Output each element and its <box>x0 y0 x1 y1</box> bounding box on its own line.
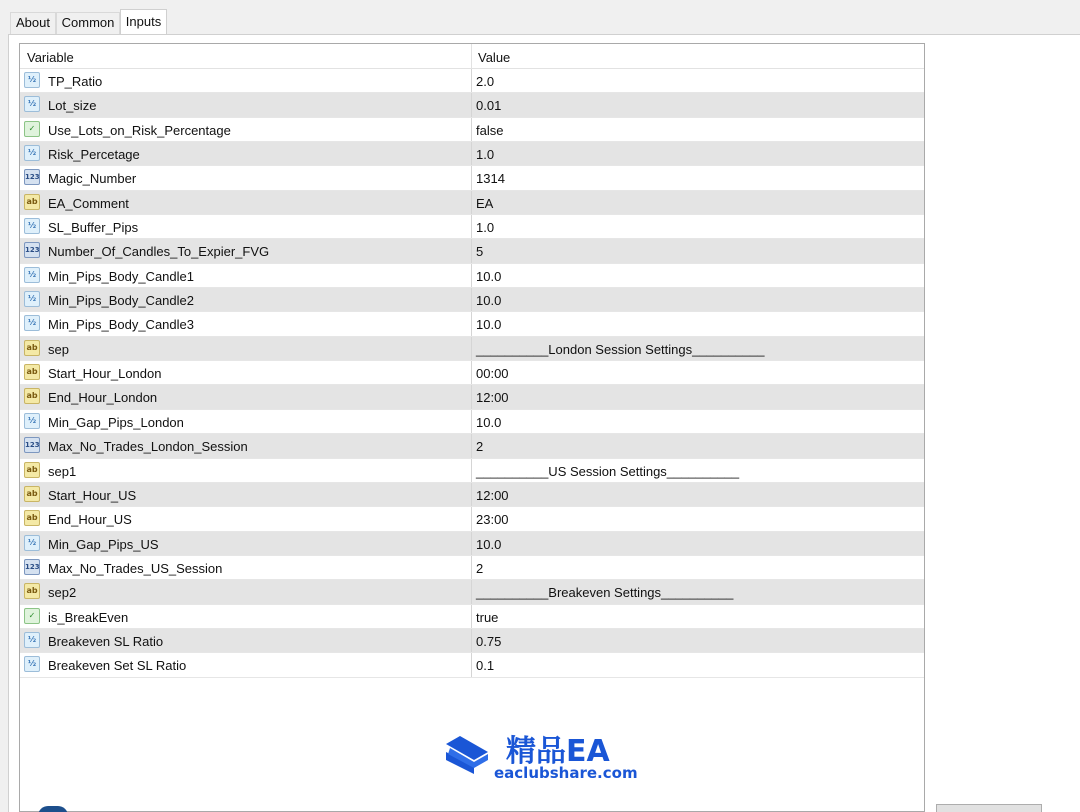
variable-cell <box>20 191 472 214</box>
variable-cell <box>20 532 472 555</box>
table-row[interactable] <box>20 605 924 629</box>
str-type-icon: ab <box>24 194 40 210</box>
variable-cell <box>20 605 472 628</box>
variable-value[interactable]: 10.0 <box>476 317 502 333</box>
variable-cell <box>20 312 472 335</box>
watermark-title: 精品EA <box>506 734 610 769</box>
variable-value[interactable]: 0.1 <box>476 658 495 674</box>
variable-cell <box>20 653 472 676</box>
variable-name: Use_Lots_on_Risk_Percentage <box>48 122 231 138</box>
double-type-icon: ½ <box>24 656 40 672</box>
variable-cell <box>20 288 472 311</box>
variable-name: Max_No_Trades_US_Session <box>48 560 223 576</box>
variable-value[interactable]: 10.0 <box>476 293 502 309</box>
variable-name: is_BreakEven <box>48 609 129 625</box>
variable-cell <box>20 337 472 360</box>
double-type-icon: ½ <box>24 315 40 331</box>
str-type-icon: ab <box>24 364 40 380</box>
variable-name: End_Hour_US <box>48 512 132 528</box>
bottom-button[interactable] <box>936 804 1042 812</box>
book-logo-icon <box>444 730 492 776</box>
table-row[interactable] <box>20 337 924 361</box>
variable-cell <box>20 166 472 189</box>
double-type-icon: ½ <box>24 145 40 161</box>
variable-name: TP_Ratio <box>48 74 103 89</box>
column-header-value[interactable]: Value <box>478 50 511 65</box>
int-type-icon: 123 <box>24 437 40 453</box>
variable-value[interactable]: false <box>476 122 504 138</box>
table-header <box>20 44 924 69</box>
variable-name: Min_Gap_Pips_US <box>48 536 159 552</box>
double-type-icon: ½ <box>24 291 40 307</box>
table-row[interactable] <box>20 288 924 312</box>
watermark-url: eaclubshare.com <box>494 764 638 782</box>
variable-value[interactable]: 23:00 <box>476 512 509 528</box>
variable-value[interactable]: 1314 <box>476 171 505 187</box>
variable-value[interactable]: __________London Session Settings__________ <box>476 341 765 357</box>
variable-cell <box>20 69 472 92</box>
variable-value[interactable]: 5 <box>476 244 484 260</box>
variable-name: Lot_size <box>48 98 97 114</box>
bool-type-icon: ✓ <box>24 121 40 137</box>
str-type-icon: ab <box>24 486 40 502</box>
variable-name: Max_No_Trades_London_Session <box>48 439 248 455</box>
variable-name: Start_Hour_US <box>48 487 137 503</box>
variable-cell <box>20 410 472 433</box>
variable-value[interactable]: 0.01 <box>476 98 502 114</box>
table-row[interactable] <box>20 361 924 385</box>
variable-cell <box>20 239 472 262</box>
variable-cell <box>20 215 472 238</box>
table-row[interactable] <box>20 385 924 409</box>
inputs-table <box>19 43 925 812</box>
variable-cell <box>20 459 472 482</box>
table-row[interactable] <box>20 580 924 604</box>
double-type-icon: ½ <box>24 218 40 234</box>
variable-value[interactable]: 2 <box>476 439 484 455</box>
table-row[interactable] <box>20 142 924 166</box>
variable-name: Magic_Number <box>48 171 137 187</box>
variable-value[interactable]: 1.0 <box>476 147 495 163</box>
int-type-icon: 123 <box>24 559 40 575</box>
variable-value[interactable]: EA <box>476 195 494 211</box>
variable-name: Min_Pips_Body_Candle3 <box>48 317 194 333</box>
variable-value[interactable]: 10.0 <box>476 268 502 284</box>
variable-name: sep <box>48 341 69 357</box>
table-row[interactable] <box>20 215 924 239</box>
variable-cell <box>20 434 472 457</box>
table-row[interactable] <box>20 653 924 677</box>
variable-value[interactable]: 10.0 <box>476 414 502 430</box>
str-type-icon: ab <box>24 462 40 478</box>
variable-value[interactable]: 10.0 <box>476 536 502 552</box>
variable-name: Breakeven SL Ratio <box>48 633 164 649</box>
table-row[interactable] <box>20 483 924 507</box>
double-type-icon: ½ <box>24 267 40 283</box>
str-type-icon: ab <box>24 583 40 599</box>
variable-name: Number_Of_Candles_To_Expier_FVG <box>48 244 270 260</box>
variable-cell <box>20 264 472 287</box>
double-type-icon: ½ <box>24 72 40 88</box>
table-row[interactable] <box>20 507 924 531</box>
table-row[interactable] <box>20 239 924 263</box>
variable-cell <box>20 361 472 384</box>
variable-name: sep1 <box>48 463 77 479</box>
variable-value[interactable]: 2 <box>476 560 484 576</box>
table-row[interactable] <box>20 264 924 288</box>
double-type-icon: ½ <box>24 413 40 429</box>
double-type-icon: ½ <box>24 96 40 112</box>
double-type-icon: ½ <box>24 632 40 648</box>
variable-value[interactable]: true <box>476 609 499 625</box>
table-row[interactable] <box>20 459 924 483</box>
variable-name: Start_Hour_London <box>48 366 162 382</box>
variable-name: Min_Pips_Body_Candle1 <box>48 268 194 284</box>
variable-name: sep2 <box>48 585 77 601</box>
table-row[interactable] <box>20 434 924 458</box>
variable-name: SL_Buffer_Pips <box>48 220 139 236</box>
tab-inputs[interactable]: Inputs <box>120 9 167 35</box>
variable-name: Breakeven Set SL Ratio <box>48 658 187 674</box>
tab-about[interactable]: About <box>10 12 56 34</box>
tab-bar <box>0 0 1080 34</box>
variable-value[interactable]: __________US Session Settings__________ <box>476 463 740 479</box>
tab-common[interactable]: Common <box>56 12 120 34</box>
column-header-variable[interactable]: Variable <box>20 44 472 69</box>
variable-cell <box>20 507 472 530</box>
table-row[interactable] <box>20 532 924 556</box>
int-type-icon: 123 <box>24 169 40 185</box>
variable-cell <box>20 118 472 141</box>
table-row[interactable] <box>20 166 924 190</box>
table-row[interactable] <box>20 191 924 215</box>
variable-cell <box>20 142 472 165</box>
table-row[interactable] <box>20 629 924 653</box>
table-row[interactable] <box>20 69 924 93</box>
variable-value[interactable]: 2.0 <box>476 74 495 89</box>
variable-name: EA_Comment <box>48 195 129 211</box>
int-type-icon: 123 <box>24 242 40 258</box>
variable-name: End_Hour_London <box>48 390 158 406</box>
variable-name: Min_Pips_Body_Candle2 <box>48 293 194 309</box>
variable-cell <box>20 93 472 116</box>
str-type-icon: ab <box>24 388 40 404</box>
bool-type-icon: ✓ <box>24 608 40 624</box>
str-type-icon: ab <box>24 340 40 356</box>
str-type-icon: ab <box>24 510 40 526</box>
table-row[interactable] <box>20 410 924 434</box>
variable-name: Risk_Percetage <box>48 147 140 163</box>
variable-value[interactable]: 12:00 <box>476 487 509 503</box>
variable-value[interactable]: 00:00 <box>476 366 509 382</box>
variable-value[interactable]: 1.0 <box>476 220 495 236</box>
variable-cell <box>20 580 472 603</box>
table-row[interactable] <box>20 556 924 580</box>
variable-value[interactable]: 0.75 <box>476 633 502 649</box>
variable-cell <box>20 556 472 579</box>
table-row[interactable] <box>20 118 924 142</box>
variable-name: Min_Gap_Pips_London <box>48 414 184 430</box>
watermark <box>444 726 644 786</box>
table-body <box>20 69 924 678</box>
table-row[interactable] <box>20 312 924 336</box>
table-row[interactable] <box>20 93 924 117</box>
corner-logo-icon <box>38 806 68 812</box>
variable-cell <box>20 629 472 652</box>
variable-value[interactable]: 12:00 <box>476 390 509 406</box>
variable-cell <box>20 385 472 408</box>
variable-cell <box>20 483 472 506</box>
variable-value[interactable]: __________Breakeven Settings__________ <box>476 585 734 601</box>
double-type-icon: ½ <box>24 535 40 551</box>
